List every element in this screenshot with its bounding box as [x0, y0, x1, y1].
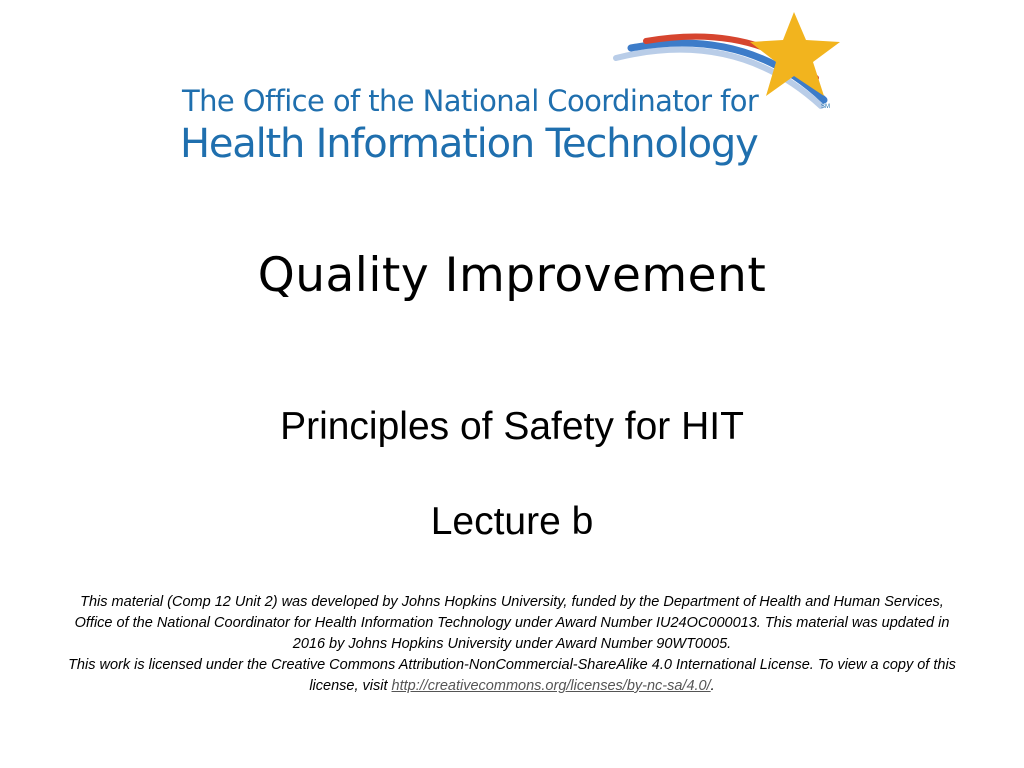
license-text: This work is licensed under the Creative Commons Attribution-NonCommercial-ShareAlike 4.0 International License. To view a copy of this license, visit [68, 657, 956, 694]
lecture-label: Lecture b [430, 500, 594, 543]
license-statement [60, 655, 964, 697]
service-mark: SM [821, 104, 830, 110]
logo-line-2: Health Information Technology [180, 121, 758, 167]
attribution-block [60, 592, 964, 697]
slide-title: Quality Improvement [257, 248, 767, 303]
funding-statement: This material (Comp 12 Unit 2) was developed by Johns Hopkins University, funded by the Department of Health and Human Services, Office of the National Coordinator for Health Information Technology under Award Number IU24OC000013. This material was updated in 2016 by Johns Hopkins University under Award Number 90WT0005. [74, 594, 950, 652]
license-end: . [710, 678, 715, 694]
license-link[interactable]: http://creativecommons.org/licenses/by-nc-sa/4.0/ [391, 678, 711, 694]
onc-logo [176, 8, 856, 178]
logo-line-1: The Office of the National Coordinator for [182, 84, 759, 118]
slide-subtitle: Principles of Safety for HIT [280, 405, 744, 448]
